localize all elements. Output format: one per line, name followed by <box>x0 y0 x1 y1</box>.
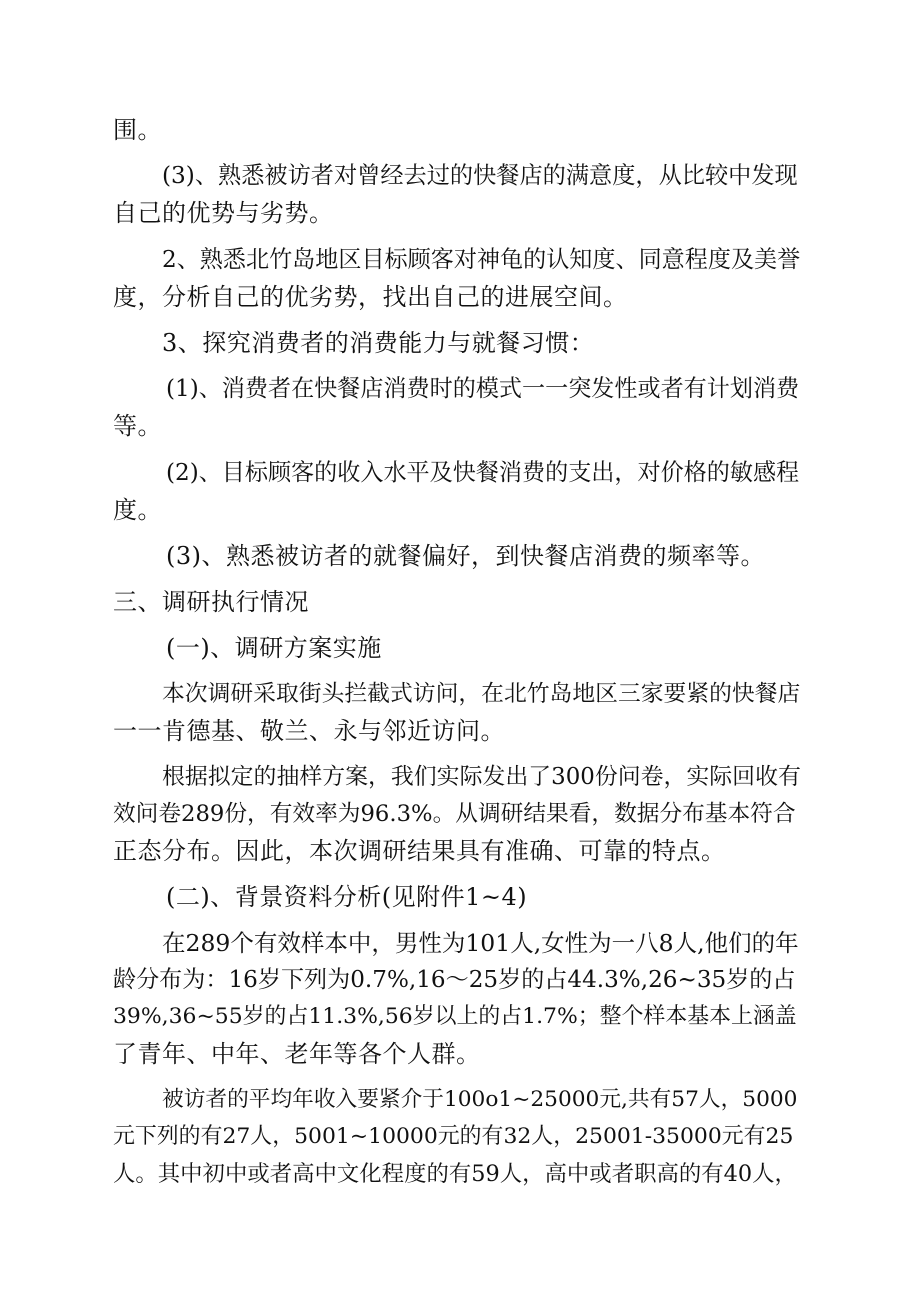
text-line-18: 正态分布。因此，本次调研结果具有准确、可靠的特点。 <box>113 837 726 865</box>
text-line-15: 一一肯德基、敬兰、永与邻近访问。 <box>113 717 505 745</box>
text-line-16: 根据拟定的抽样方案，我们实际发出了300份问卷，实际回收有 <box>162 764 801 790</box>
text-line-14: 本次调研采取街头拦截式访问，在北竹岛地区三家要紧的快餐店 <box>162 681 801 707</box>
text-line-4: 2、熟悉北竹岛地区目标顾客对神龟的认知度、同意程度及美誉 <box>162 247 801 273</box>
text-line-10: 度。 <box>113 496 162 524</box>
text-line-7: (1)、消费者在快餐店消费时的模式一一突发性或者有计划消费 <box>166 376 800 402</box>
subsection-heading-2: (二)、背景资料分析(见附件1~4) <box>166 883 528 911</box>
text-line-5: 度，分析自己的优劣势，找出自己的进展空间。 <box>113 283 628 311</box>
text-line-22: 39%,36~55岁的占11.3%,56岁以上的占1.7%；整个样本基本上涵盖 <box>113 1004 797 1029</box>
text-line-26: 人。其中初中或者高中文化程度的有59人，高中或者职高的有40人， <box>113 1161 797 1187</box>
text-line-2: (3)、熟悉被访者对曾经去过的快餐店的满意度，从比较中发现 <box>162 162 798 189</box>
section-heading-3: 三、调研执行情况 <box>113 588 309 616</box>
text-line-1: 围。 <box>113 116 162 144</box>
text-line-24: 被访者的平均年收入要紧介于100o1~25000元,共有57人，5000 <box>162 1087 798 1112</box>
text-line-25: 元下列的有27人，5001~10000元的有32人，25001-35000元有25 <box>113 1124 794 1149</box>
text-line-23: 了青年、中年、老年等各个人群。 <box>113 1040 481 1068</box>
subsection-heading-1: (一)、调研方案实施 <box>166 634 382 662</box>
text-line-8: 等。 <box>113 412 162 440</box>
text-line-21: 龄分布为：16岁下列为0.7%,16～25岁的占44.3%,26~35岁的占 <box>113 967 796 993</box>
text-line-20: 在289个有效样本中，男性为101人,女性为一八8人,他们的年 <box>162 929 799 957</box>
text-line-6: 3、探究消费者的消费能力与就餐习惯： <box>162 329 595 357</box>
text-line-3: 自己的优势与劣势。 <box>113 199 334 227</box>
text-line-17: 效问卷289份，有效率为96.3%。从调研结果看，数据分布基本符合 <box>113 801 796 827</box>
text-line-11: (3)、熟悉被访者的就餐偏好，到快餐店消费的频率等。 <box>166 542 765 570</box>
text-line-9: (2)、目标顾客的收入水平及快餐消费的支出，对价格的敏感程 <box>166 460 800 486</box>
